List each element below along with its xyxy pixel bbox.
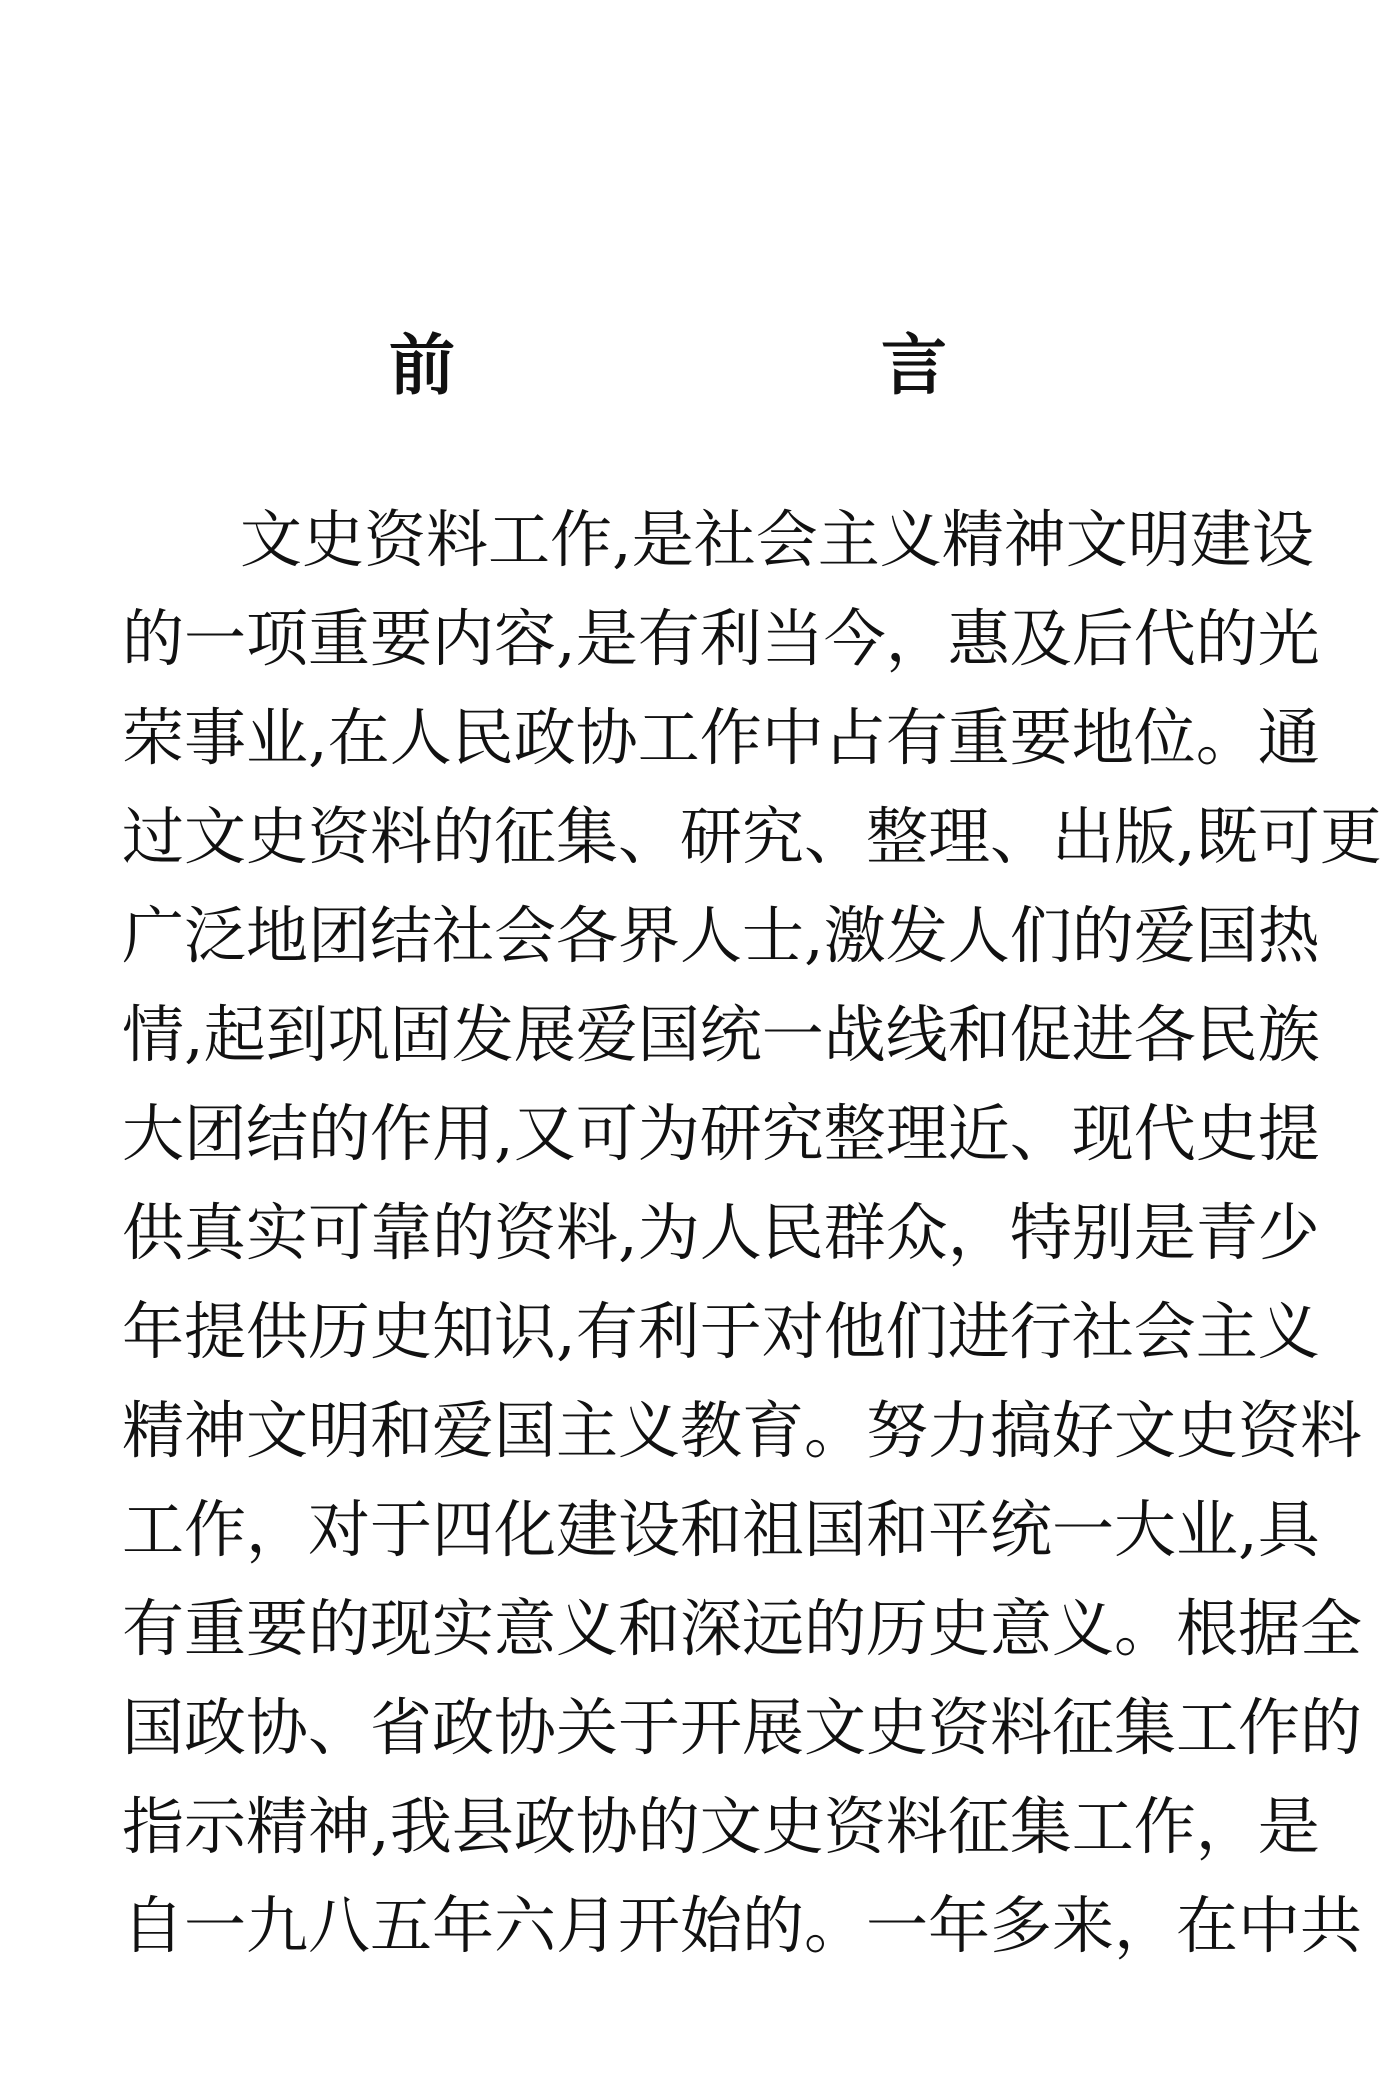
text-line: 有重要的现实意义和深远的历史意义。根据全 <box>122 1592 1363 1665</box>
text-line: 文史资料工作,是社会主义精神文明建设 <box>240 503 1314 576</box>
text-line: 的一项重要内容,是有利当今，惠及后代的光 <box>122 602 1320 675</box>
text-line: 年提供历史知识,有利于对他们进行社会主义 <box>122 1295 1320 1368</box>
text-line: 自一九八五年六月开始的。一年多来，在中共 <box>122 1889 1363 1962</box>
text-line: 供真实可靠的资料,为人民群众，特别是青少 <box>122 1196 1320 1269</box>
text-line: 荣事业,在人民政协工作中占有重要地位。通 <box>122 701 1320 774</box>
text-line: 工作，对于四化建设和祖国和平统一大业,具 <box>122 1493 1320 1566</box>
text-line: 指示精神,我县政协的文史资料征集工作，是 <box>122 1790 1320 1863</box>
text-line: 国政协、省政协关于开展文史资料征集工作的 <box>122 1691 1363 1764</box>
text-line: 情,起到巩固发展爱国统一战线和促进各民族 <box>122 998 1320 1071</box>
body-text <box>122 490 1382 1975</box>
text-line: 大团结的作用,又可为研究整理近、现代史提 <box>122 1097 1320 1170</box>
text-line: 过文史资料的征集、研究、整理、出版,既可更 <box>122 800 1382 873</box>
text-line: 广泛地团结社会各界人士,激发人们的爱国热 <box>122 899 1320 972</box>
text-line: 精神文明和爱国主义教育。努力搞好文史资料 <box>122 1394 1363 1467</box>
page-title: 前 言 <box>389 326 1127 404</box>
